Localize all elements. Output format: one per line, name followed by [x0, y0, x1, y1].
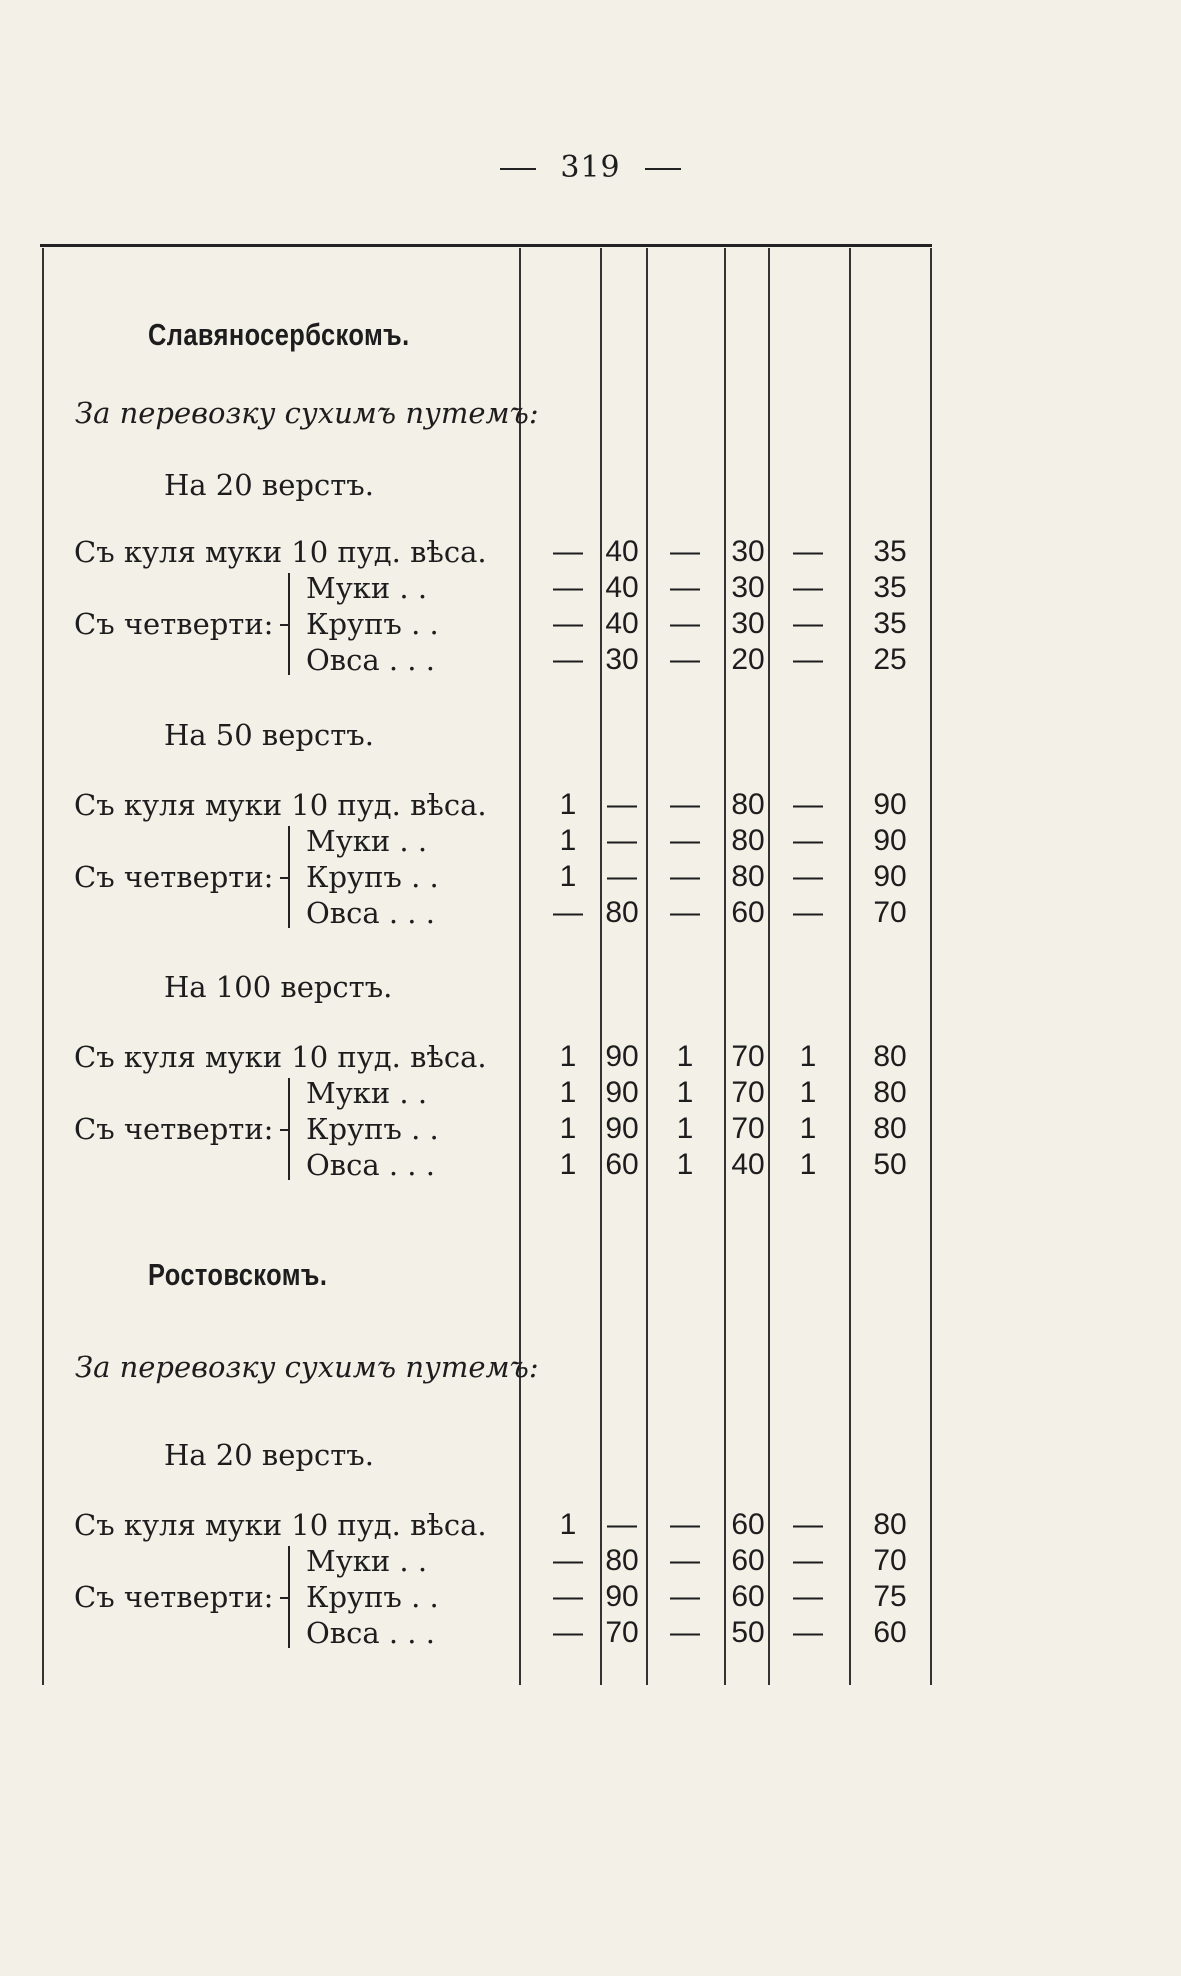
table-cell-value: 30 — [731, 571, 765, 604]
table-cell-value: 70 — [873, 1544, 907, 1577]
grouping-brace — [288, 1078, 304, 1180]
table-cell-value: — — [670, 1508, 700, 1541]
table-cell-value: 90 — [605, 1040, 639, 1073]
table-cell-value: — — [793, 643, 823, 676]
table-cell-value: — — [793, 1616, 823, 1649]
table-cell-value: — — [793, 607, 823, 640]
table-cell-value: 90 — [605, 1112, 639, 1145]
table-cell-value: 90 — [873, 824, 907, 857]
row-label: Овса . . . — [306, 1148, 435, 1182]
distance-heading: На 20 верстъ. — [164, 1438, 374, 1472]
table-cell-value: 1 — [799, 1148, 817, 1181]
table-column-rule — [646, 248, 648, 1685]
page-number-text: 319 — [560, 150, 621, 185]
table-column-rule — [519, 248, 521, 1685]
table-cell-value: 60 — [731, 1508, 765, 1541]
table-cell-value: 40 — [731, 1148, 765, 1181]
quarter-label: Съ четверти: — [74, 860, 274, 894]
table-cell-value: — — [670, 571, 700, 604]
table-cell-value: 25 — [873, 643, 907, 676]
table-cell-value: 35 — [873, 571, 907, 604]
table-cell-value: 1 — [676, 1148, 694, 1181]
table-cell-value: 1 — [559, 788, 577, 821]
table-cell-value: 90 — [873, 860, 907, 893]
table-cell-value: 80 — [605, 1544, 639, 1577]
table-cell-value: — — [670, 824, 700, 857]
table-cell-value: — — [553, 571, 583, 604]
table-cell-value: 70 — [605, 1616, 639, 1649]
distance-heading: На 20 верстъ. — [164, 468, 374, 502]
row-label: Съ куля муки 10 пуд. вѣса. — [74, 1508, 487, 1542]
table-cell-value: 80 — [731, 860, 765, 893]
quarter-label: Съ четверти: — [74, 1112, 274, 1146]
table-column-rule — [849, 248, 851, 1685]
table-column-rule — [930, 248, 932, 1685]
table-cell-value: 80 — [605, 896, 639, 929]
table-cell-value: — — [553, 643, 583, 676]
row-label: Муки . . — [306, 1544, 428, 1578]
table-column-rule — [600, 248, 602, 1685]
section-subtitle: За перевозку сухимъ путемъ: — [75, 1350, 539, 1384]
table-cell-value: 80 — [873, 1076, 907, 1109]
table-cell-value: 40 — [605, 535, 639, 568]
table-cell-value: 70 — [731, 1112, 765, 1145]
row-label: Съ куля муки 10 пуд. вѣса. — [74, 535, 487, 569]
row-label: Крупъ . . — [306, 1112, 439, 1146]
table-top-rule — [40, 244, 932, 247]
table-column-rule — [724, 248, 726, 1685]
table-cell-value: 90 — [873, 788, 907, 821]
table-cell-value: 1 — [559, 1040, 577, 1073]
grouping-brace — [288, 826, 304, 928]
table-cell-value: — — [670, 1616, 700, 1649]
table-cell-value: 60 — [731, 1544, 765, 1577]
table-column-rule — [768, 248, 770, 1685]
table-cell-value: 60 — [605, 1148, 639, 1181]
table-cell-value: 1 — [799, 1040, 817, 1073]
table-cell-value: 80 — [731, 788, 765, 821]
table-cell-value: 1 — [559, 1148, 577, 1181]
table-cell-value: — — [553, 896, 583, 929]
table-cell-value: — — [670, 535, 700, 568]
section-subtitle: За перевозку сухимъ путемъ: — [75, 396, 539, 430]
table-cell-value: — — [607, 824, 637, 857]
dash-left — [500, 168, 536, 170]
row-label: Овса . . . — [306, 1616, 435, 1650]
section-title: Славяносербскомъ. — [148, 317, 410, 352]
table-cell-value: 1 — [676, 1112, 694, 1145]
row-label: Съ куля муки 10 пуд. вѣса. — [74, 788, 487, 822]
table-cell-value: 1 — [676, 1076, 694, 1109]
table-cell-value: — — [793, 1544, 823, 1577]
table-cell-value: 1 — [676, 1040, 694, 1073]
table-cell-value: 20 — [731, 643, 765, 676]
row-label: Крупъ . . — [306, 1580, 439, 1614]
table-cell-value: — — [793, 824, 823, 857]
quarter-label: Съ четверти: — [74, 607, 274, 641]
table-cell-value: 60 — [731, 1580, 765, 1613]
table-cell-value: — — [793, 896, 823, 929]
table-cell-value: — — [793, 1508, 823, 1541]
table-cell-value: 30 — [731, 535, 765, 568]
row-label: Муки . . — [306, 824, 428, 858]
table-cell-value: — — [793, 860, 823, 893]
table-cell-value: — — [553, 535, 583, 568]
row-label: Овса . . . — [306, 643, 435, 677]
table-cell-value: 60 — [873, 1616, 907, 1649]
table-cell-value: 40 — [605, 571, 639, 604]
table-cell-value: 1 — [559, 1508, 577, 1541]
table-cell-value: 1 — [799, 1112, 817, 1145]
table-cell-value: — — [553, 1580, 583, 1613]
table-cell-value: — — [793, 571, 823, 604]
table-cell-value: — — [607, 1508, 637, 1541]
table-cell-value: — — [553, 607, 583, 640]
table-cell-value: 1 — [559, 824, 577, 857]
table-cell-value: 70 — [873, 896, 907, 929]
table-cell-value: — — [670, 860, 700, 893]
table-cell-value: 40 — [605, 607, 639, 640]
row-label: Крупъ . . — [306, 607, 439, 641]
row-label: Муки . . — [306, 571, 428, 605]
table-cell-value: 30 — [731, 607, 765, 640]
table-cell-value: 30 — [605, 643, 639, 676]
distance-heading: На 100 верстъ. — [164, 970, 393, 1004]
row-label: Крупъ . . — [306, 860, 439, 894]
table-cell-value: — — [670, 1580, 700, 1613]
table-cell-value: — — [670, 896, 700, 929]
quarter-label: Съ четверти: — [74, 1580, 274, 1614]
table-cell-value: 1 — [559, 1076, 577, 1109]
table-cell-value: 90 — [605, 1076, 639, 1109]
table-cell-value: — — [553, 1544, 583, 1577]
table-cell-value: 35 — [873, 607, 907, 640]
row-label: Овса . . . — [306, 896, 435, 930]
table-cell-value: 35 — [873, 535, 907, 568]
table-cell-value: 70 — [731, 1076, 765, 1109]
table-cell-value: — — [670, 643, 700, 676]
table-cell-value: 50 — [731, 1616, 765, 1649]
row-label: Муки . . — [306, 1076, 428, 1110]
table-cell-value: 1 — [799, 1076, 817, 1109]
table-cell-value: 90 — [605, 1580, 639, 1613]
distance-heading: На 50 верстъ. — [164, 718, 374, 752]
table-cell-value: 1 — [559, 1112, 577, 1145]
table-cell-value: 80 — [731, 824, 765, 857]
table-cell-value: 70 — [731, 1040, 765, 1073]
table-cell-value: — — [793, 535, 823, 568]
page-number — [0, 150, 1181, 185]
dash-right — [645, 168, 681, 170]
grouping-brace — [288, 1546, 304, 1648]
table-cell-value: 60 — [731, 896, 765, 929]
table-cell-value: 1 — [559, 860, 577, 893]
table-cell-value: 80 — [873, 1508, 907, 1541]
row-label: Съ куля муки 10 пуд. вѣса. — [74, 1040, 487, 1074]
table-cell-value: — — [670, 607, 700, 640]
table-cell-value: 80 — [873, 1112, 907, 1145]
table-cell-value: — — [553, 1616, 583, 1649]
table-cell-value: 50 — [873, 1148, 907, 1181]
table-cell-value: — — [793, 1580, 823, 1613]
section-title: Ростовскомъ. — [148, 1257, 328, 1292]
table-cell-value: — — [607, 860, 637, 893]
table-cell-value: 80 — [873, 1040, 907, 1073]
table-cell-value: — — [670, 788, 700, 821]
table-cell-value: — — [793, 788, 823, 821]
grouping-brace — [288, 573, 304, 675]
table-cell-value: 75 — [873, 1580, 907, 1613]
table-cell-value: — — [607, 788, 637, 821]
table-cell-value: — — [670, 1544, 700, 1577]
table-column-rule — [42, 248, 44, 1685]
